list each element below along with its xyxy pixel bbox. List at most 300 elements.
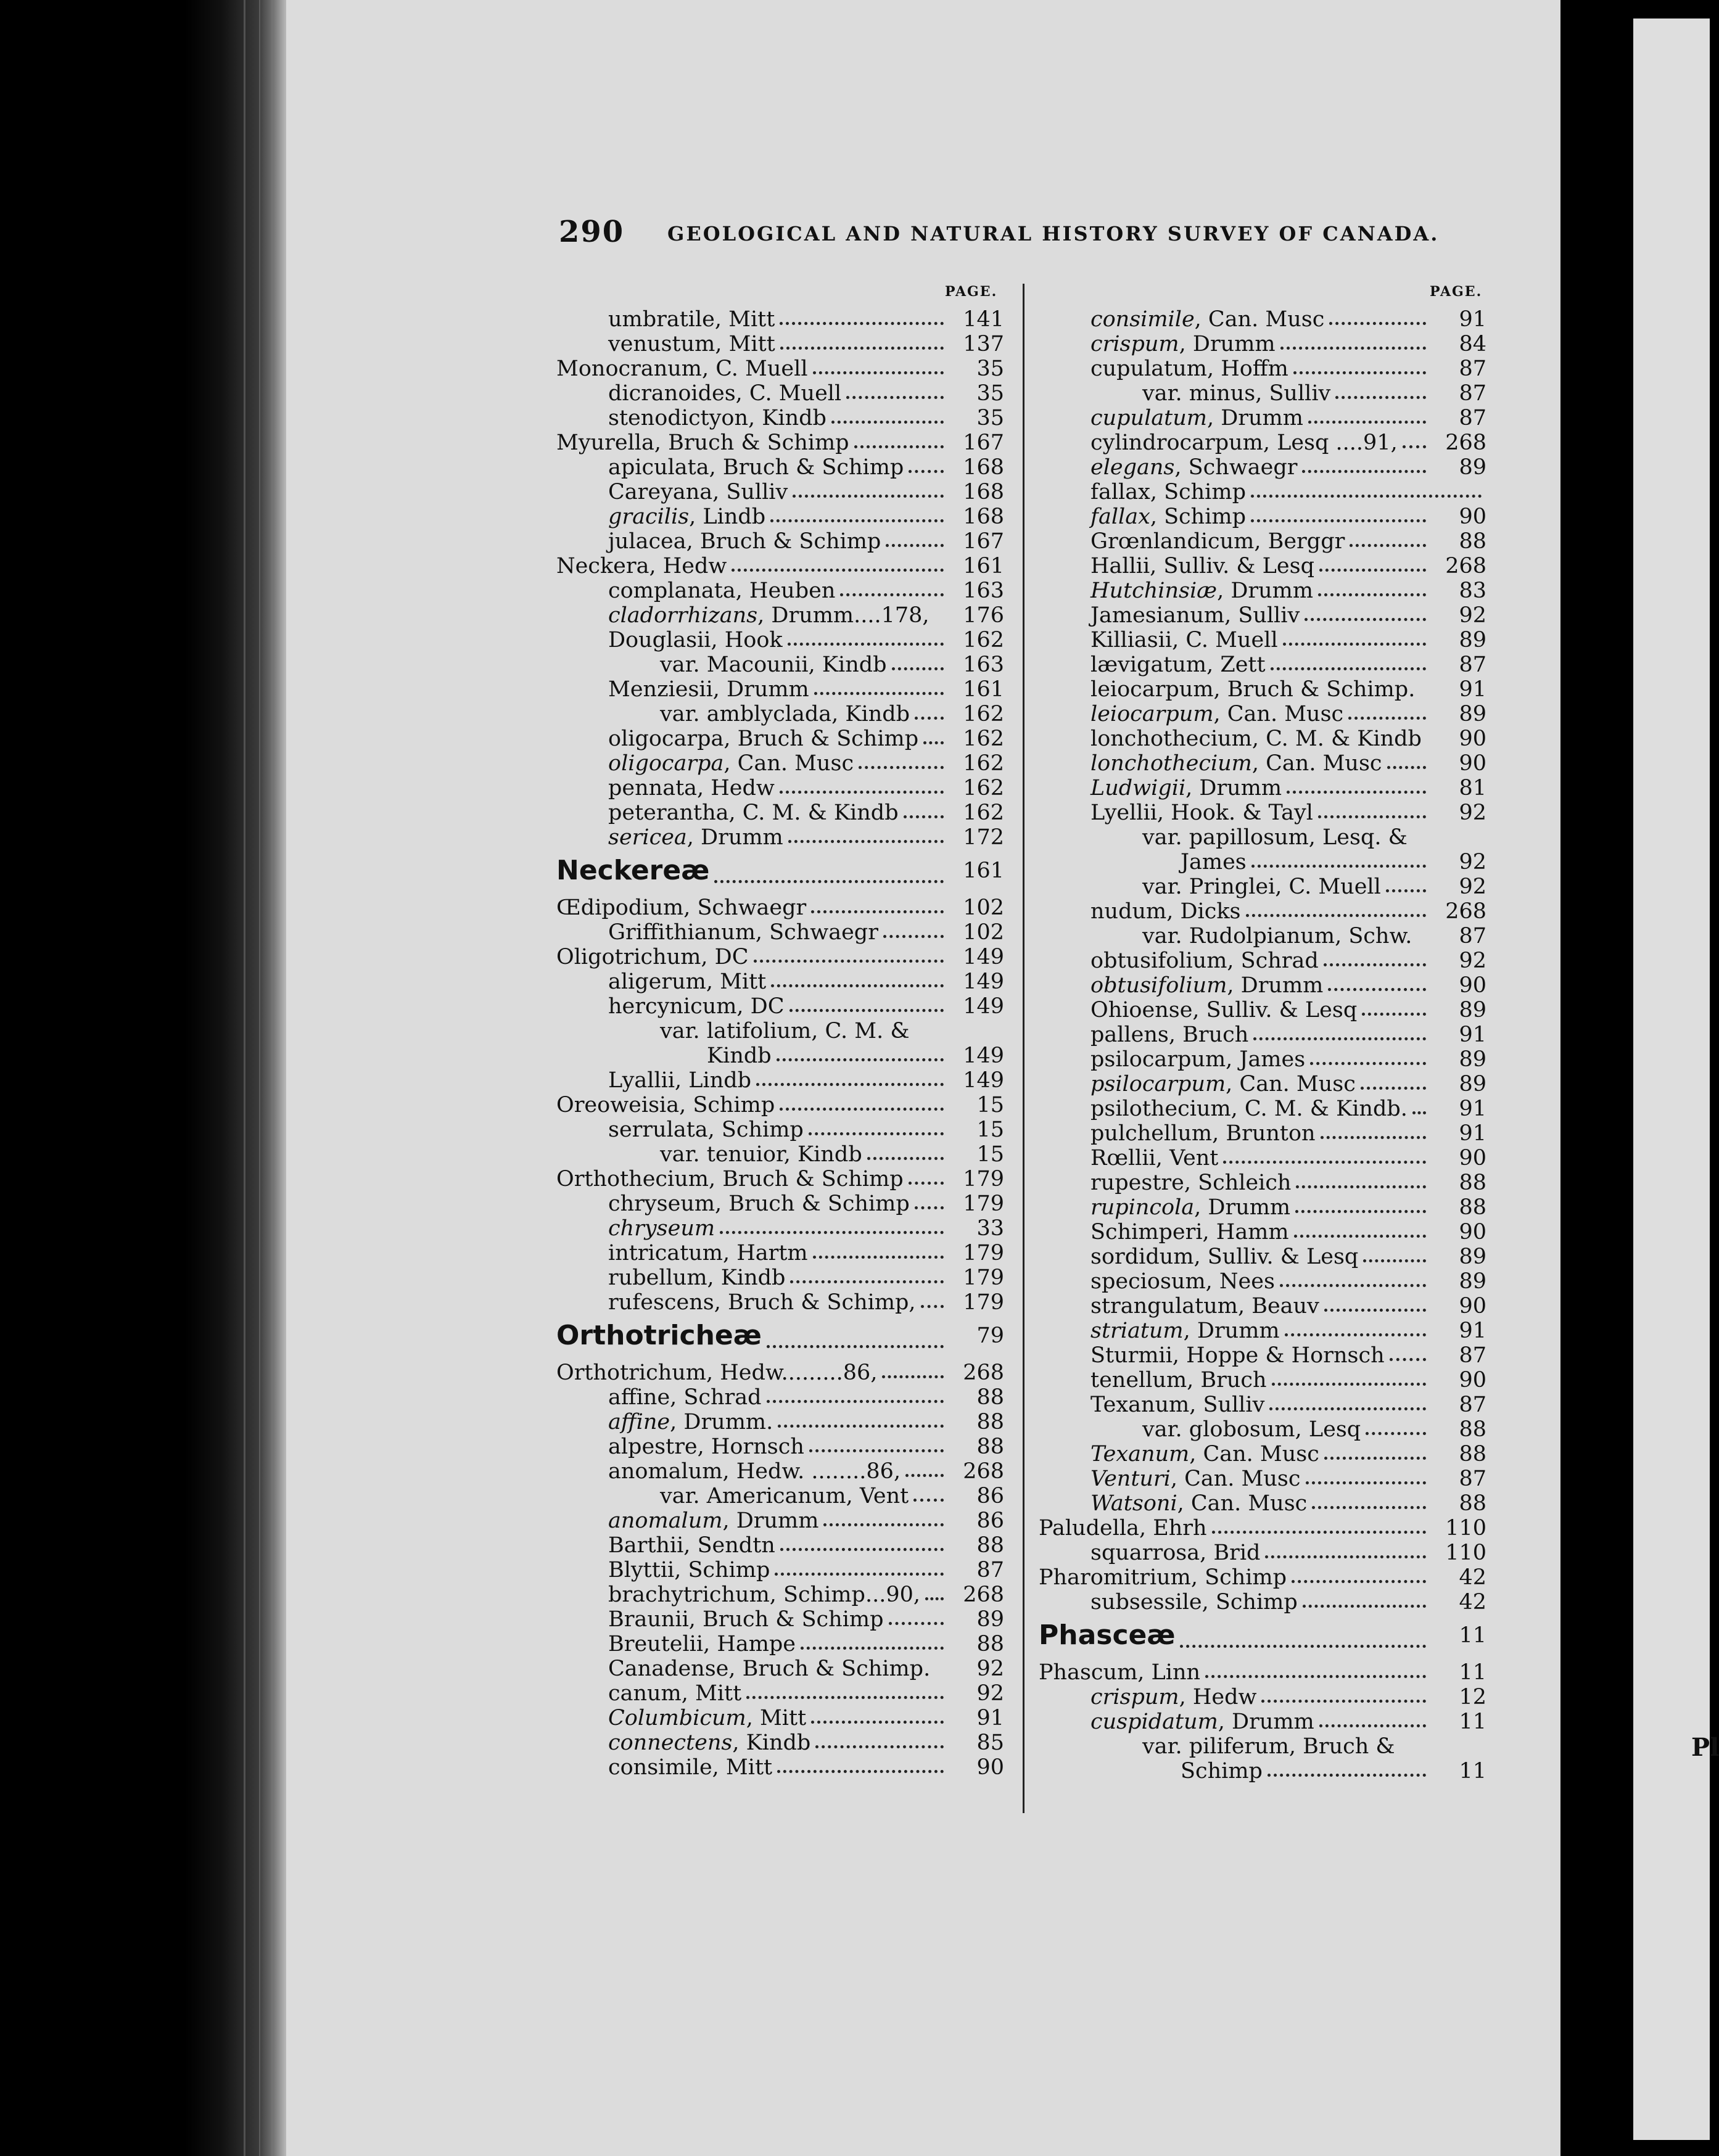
index-entry <box>556 825 1004 850</box>
dot-leader <box>1361 1087 1426 1090</box>
index-entry <box>556 628 1004 652</box>
index-entry-page: 137 <box>963 332 1004 356</box>
index-entry <box>556 480 1004 504</box>
index-entry-name: gracilis, Lindb <box>608 504 766 529</box>
index-entry-page: 172 <box>963 825 1004 850</box>
index-entry <box>556 1681 1004 1706</box>
index-entry <box>1039 874 1486 899</box>
index-entry-name: consimile, Mitt <box>608 1755 773 1780</box>
index-entry-page: 92 <box>1459 874 1486 899</box>
dot-leader <box>811 910 944 913</box>
index-entry-name: elegans, Schwaegr <box>1090 455 1298 480</box>
index-entry-page: 89 <box>976 1607 1004 1632</box>
dot-leader <box>1403 445 1426 448</box>
index-entry-page: 268 <box>963 1582 1004 1607</box>
index-entry-page: 90 <box>1459 726 1486 751</box>
dot-leader <box>1180 1645 1426 1648</box>
index-entry <box>556 677 1004 702</box>
index-column-left <box>556 307 1004 1780</box>
index-entry-name: crispum, Hedw <box>1090 1685 1257 1710</box>
dot-leader <box>789 1009 944 1012</box>
index-entry-name: var. minus, Sulliv <box>1142 381 1331 406</box>
index-entry-page: 102 <box>963 895 1004 920</box>
index-entry-name: Griffithianum, Schwaegr <box>608 920 878 945</box>
index-entry-page: 162 <box>963 628 1004 652</box>
index-entry-page: 88 <box>976 1385 1004 1410</box>
index-entry-name: Oreoweisia, Schimp <box>556 1093 775 1117</box>
index-entry-name: venustum, Mitt <box>608 332 775 356</box>
index-entry-page: 87 <box>976 1558 1004 1582</box>
dot-leader <box>1348 717 1426 720</box>
index-entry-page: 149 <box>963 1043 1004 1068</box>
index-entry-page: 88 <box>1459 1171 1486 1195</box>
index-entry <box>556 800 1004 825</box>
index-entry-page: 88 <box>976 1434 1004 1459</box>
dot-leader <box>1390 1358 1426 1361</box>
dot-leader <box>1268 1774 1426 1777</box>
index-entry-page: 12 <box>1459 1685 1486 1710</box>
index-entry-name: var. tenuior, Kindb <box>660 1142 862 1167</box>
index-entry-page: 162 <box>963 800 1004 825</box>
index-entry-name: Jamesianum, Sulliv <box>1090 603 1300 628</box>
index-entry-name: Killiasii, C. Muell <box>1090 628 1278 652</box>
dot-leader <box>780 1108 944 1111</box>
index-entry-name: Canadense, Bruch & Schimp. <box>608 1656 931 1681</box>
next-page-edge <box>1633 19 1710 2140</box>
index-entry <box>1039 1710 1486 1734</box>
dot-leader <box>859 766 944 769</box>
index-entry-page: 11 <box>1459 1759 1486 1784</box>
index-entry <box>1039 1417 1486 1442</box>
index-entry-page: 179 <box>963 1241 1004 1265</box>
index-entry-name: Careyana, Sulliv <box>608 480 788 504</box>
index-entry <box>556 1385 1004 1410</box>
dot-leader <box>1294 1235 1426 1238</box>
dot-leader <box>823 1523 944 1526</box>
index-entry-name: Phascum, Linn <box>1039 1660 1201 1685</box>
dot-leader <box>1285 1333 1426 1336</box>
index-entry <box>1039 1220 1486 1245</box>
dot-leader <box>915 717 944 720</box>
index-entry-name: pulchellum, Brunton <box>1090 1121 1316 1146</box>
index-entry <box>556 1167 1004 1191</box>
index-entry-name: affine, Schrad <box>608 1385 762 1410</box>
index-entry-page: 87 <box>1459 1467 1486 1491</box>
dot-leader <box>788 643 944 646</box>
dot-leader <box>1329 322 1426 325</box>
dot-leader <box>1319 569 1426 572</box>
dot-leader <box>892 667 944 670</box>
index-entry-name: affine, Drumm. <box>608 1410 773 1434</box>
index-entry-page: 179 <box>963 1191 1004 1216</box>
index-entry <box>556 1191 1004 1216</box>
index-entry-page: 88 <box>976 1410 1004 1434</box>
index-entry <box>1039 948 1486 973</box>
index-entry-page: 42 <box>1459 1590 1486 1615</box>
dot-leader <box>1319 1724 1426 1727</box>
index-entry-page: 87 <box>1459 1393 1486 1417</box>
index-entry-name: Watsoni, Can. Musc <box>1090 1491 1308 1516</box>
index-entry-page: 161 <box>963 554 1004 578</box>
index-entry-name: apiculata, Bruch & Schimp <box>608 455 904 480</box>
index-column-right <box>1039 307 1486 1784</box>
dot-leader <box>775 1573 944 1576</box>
index-entry-page: 92 <box>1459 850 1486 874</box>
dot-leader <box>809 1449 944 1452</box>
index-entry-page: 163 <box>963 652 1004 677</box>
index-entry-page: 35 <box>976 356 1004 381</box>
index-entry <box>556 1632 1004 1656</box>
dot-leader <box>1328 988 1426 991</box>
index-entry-name: obtusifolium, Schrad <box>1090 948 1319 973</box>
index-entry-name: var. Macounii, Kindb <box>660 652 887 677</box>
dot-leader <box>1271 667 1426 670</box>
index-entry-name: lonchothecium, Can. Musc <box>1090 751 1382 776</box>
index-entry-page: 92 <box>1459 603 1486 628</box>
index-entry <box>1039 381 1486 406</box>
index-entry-name: Orthothecium, Bruch & Schimp <box>556 1167 904 1191</box>
index-entry-page: 85 <box>976 1730 1004 1755</box>
index-entry-name: leiocarpum, Bruch & Schimp. <box>1090 677 1416 702</box>
index-entry <box>1039 1121 1486 1146</box>
index-entry-page: 15 <box>976 1093 1004 1117</box>
index-entry <box>1039 578 1486 603</box>
dot-leader <box>754 960 944 963</box>
index-entry-page: 89 <box>1459 1269 1486 1294</box>
index-entry-page: 91 <box>1459 677 1486 702</box>
index-entry-name: tenellum, Bruch <box>1090 1368 1267 1393</box>
index-entry-name: obtusifolium, Drumm <box>1090 973 1324 998</box>
index-entry-name: brachytrichum, Schimp...90, <box>608 1582 920 1607</box>
index-entry-page: 90 <box>1459 1220 1486 1245</box>
index-entry <box>556 726 1004 751</box>
index-entry-name: Barthii, Sendtn <box>608 1533 775 1558</box>
index-entry-name: var. latifolium, C. M. & <box>660 1019 910 1043</box>
index-entry-page: 268 <box>1445 430 1486 455</box>
index-entry-name: psilocarpum, Can. Musc <box>1090 1072 1356 1097</box>
index-entry-name: Lyallii, Lindb <box>608 1068 752 1093</box>
index-entry <box>556 652 1004 677</box>
index-entry <box>1039 702 1486 726</box>
dot-leader <box>1350 544 1426 547</box>
index-entry-page: 179 <box>963 1265 1004 1290</box>
dot-leader <box>801 1647 944 1650</box>
dot-leader <box>780 347 944 350</box>
index-entry-name: var. globosum, Lesq <box>1142 1417 1361 1442</box>
index-entry-name: Monocranum, C. Muell <box>556 356 808 381</box>
dot-leader <box>846 396 944 399</box>
index-entry-name: intricatum, Hartm <box>608 1241 808 1265</box>
index-entry-page: 88 <box>1459 1195 1486 1220</box>
index-entry-name: Œdipodium, Schwaegr <box>556 895 807 920</box>
index-entry <box>556 1755 1004 1780</box>
index-entry-name: oligocarpa, Can. Musc <box>608 751 854 776</box>
index-entry-name: hercynicum, DC <box>608 994 785 1019</box>
index-entry-name: serrulata, Schimp <box>608 1117 804 1142</box>
dot-leader <box>809 1132 944 1135</box>
dot-leader <box>1308 421 1426 424</box>
index-entry <box>556 356 1004 381</box>
index-entry-name: Neckera, Hedw <box>556 554 727 578</box>
index-entry-name: rubellum, Kindb <box>608 1265 786 1290</box>
dot-leader <box>831 421 944 424</box>
index-entry-page: 162 <box>963 776 1004 800</box>
index-entry-page: 89 <box>1459 998 1486 1022</box>
index-entry <box>556 1434 1004 1459</box>
index-entry <box>556 406 1004 430</box>
dot-leader <box>815 1745 944 1748</box>
index-entry-name: cupulatum, Drumm <box>1090 406 1303 430</box>
index-entry-name: fallax, Schimp <box>1090 504 1246 529</box>
index-entry <box>556 1706 1004 1730</box>
index-entry-page: 11 <box>1459 1660 1486 1685</box>
index-entry-name: Schimp <box>1181 1759 1263 1784</box>
index-entry-name: oligocarpa, Bruch & Schimp <box>608 726 919 751</box>
dot-leader <box>1269 1407 1426 1410</box>
index-entry <box>1039 1294 1486 1319</box>
dot-leader <box>1251 519 1426 522</box>
index-entry-page: 90 <box>1459 1146 1486 1171</box>
index-entry <box>1039 1072 1486 1097</box>
index-entry-page: 89 <box>1459 1245 1486 1269</box>
index-entry-name: cladorrhizans, Drumm....178, <box>608 603 930 628</box>
index-entry <box>556 1607 1004 1632</box>
index-entry <box>556 920 1004 945</box>
index-entry-page: 268 <box>963 1360 1004 1385</box>
dot-leader <box>1366 1432 1426 1435</box>
dot-leader <box>1280 1284 1426 1287</box>
dot-leader <box>904 815 944 818</box>
index-entry <box>556 1241 1004 1265</box>
index-entry-page: 92 <box>976 1681 1004 1706</box>
index-entry-name: chryseum <box>608 1216 715 1241</box>
index-entry <box>1039 1097 1486 1121</box>
dot-leader <box>1280 347 1426 350</box>
index-entry-page: 90 <box>1459 1294 1486 1319</box>
index-entry-page: 167 <box>963 430 1004 455</box>
index-entry <box>1039 899 1486 924</box>
index-entry-name: Douglasii, Hook <box>608 628 783 652</box>
index-entry <box>1039 430 1486 455</box>
index-entry-name: Ohioense, Sulliv. & Lesq <box>1090 998 1358 1022</box>
dot-leader <box>886 544 944 547</box>
index-entry-name: Neckereæ <box>556 855 710 886</box>
dot-leader <box>1324 963 1426 966</box>
dot-leader <box>777 1058 944 1061</box>
index-entry-page: 88 <box>976 1533 1004 1558</box>
index-entry-page: 167 <box>963 529 1004 554</box>
index-entry-name: consimile, Can. Musc <box>1090 307 1325 332</box>
index-entry <box>1039 1393 1486 1417</box>
index-entry-page: 90 <box>1459 973 1486 998</box>
dot-leader <box>1295 1210 1426 1213</box>
index-entry <box>1039 554 1486 578</box>
column-divider <box>1023 284 1024 1813</box>
index-entry <box>556 1582 1004 1607</box>
index-entry-page: 89 <box>1459 1047 1486 1072</box>
index-entry <box>1039 1491 1486 1516</box>
index-entry-name: complanata, Heuben <box>608 578 836 603</box>
index-entry <box>556 529 1004 554</box>
index-entry-page: 168 <box>963 455 1004 480</box>
index-entry <box>1039 1245 1486 1269</box>
index-entry-name: fallax, Schimp <box>1090 480 1246 504</box>
index-entry-page: 83 <box>1459 578 1486 603</box>
dot-leader <box>921 1305 944 1308</box>
index-entry-name: strangulatum, Beauv <box>1090 1294 1319 1319</box>
index-entry-name: alpestre, Hornsch <box>608 1434 804 1459</box>
index-entry-page: 91 <box>1459 1022 1486 1047</box>
index-entry-name: Grœnlandicum, Berggr <box>1090 529 1345 554</box>
index-entry-page: 88 <box>1459 1417 1486 1442</box>
index-entry <box>556 307 1004 332</box>
index-entry-page: 88 <box>1459 1491 1486 1516</box>
index-entry-page: 15 <box>976 1117 1004 1142</box>
index-entry-page: 91 <box>1459 1097 1486 1121</box>
dot-leader <box>1265 1555 1426 1558</box>
index-entry <box>1039 1022 1486 1047</box>
index-entry-page: 87 <box>1459 381 1486 406</box>
dot-leader <box>1310 1062 1426 1065</box>
index-entry <box>1039 1368 1486 1393</box>
index-entry-page: 268 <box>1445 554 1486 578</box>
index-entry <box>556 1216 1004 1241</box>
index-entry-page: 268 <box>963 1459 1004 1484</box>
index-entry-page: 89 <box>1459 628 1486 652</box>
index-entry-name: Ludwigii, Drumm <box>1090 776 1282 800</box>
index-entry-page: 87 <box>1459 356 1486 381</box>
page-column-label-left: PAGE. <box>945 284 998 300</box>
index-entry-page: 88 <box>1459 1442 1486 1467</box>
dot-leader <box>780 791 944 794</box>
index-entry-page: 87 <box>1459 924 1486 948</box>
index-entry-name: dicranoides, C. Muell <box>608 381 842 406</box>
dot-leader <box>1253 1037 1426 1040</box>
index-entry <box>1039 776 1486 800</box>
dot-leader <box>1223 1161 1426 1164</box>
index-entry-name: cupulatum, Hoffm <box>1090 356 1288 381</box>
dot-leader <box>883 935 944 938</box>
dot-leader <box>1321 1136 1426 1139</box>
index-entry-page: 87 <box>1459 406 1486 430</box>
index-entry-name: psilothecium, C. M. & Kindb. <box>1090 1097 1408 1121</box>
index-entry <box>1039 504 1486 529</box>
dot-leader <box>1212 1531 1426 1534</box>
index-entry-page: 89 <box>1459 1072 1486 1097</box>
dot-leader <box>814 692 944 695</box>
index-entry-page: 179 <box>963 1167 1004 1191</box>
index-section-heading <box>556 850 1004 895</box>
index-entry <box>556 1117 1004 1142</box>
index-section-heading <box>1039 1615 1486 1660</box>
dot-leader <box>780 1548 944 1551</box>
index-entry <box>1039 1269 1486 1294</box>
index-entry <box>556 751 1004 776</box>
index-entry-page: 179 <box>963 1290 1004 1315</box>
index-entry-name: canum, Mitt <box>608 1681 742 1706</box>
index-entry-page: 91 <box>1459 1319 1486 1343</box>
index-entry-page: 268 <box>1445 899 1486 924</box>
index-entry <box>556 1068 1004 1093</box>
index-entry-page: 163 <box>963 578 1004 603</box>
index-entry <box>1039 332 1486 356</box>
index-entry-name: Sturmii, Hoppe & Hornsch <box>1090 1343 1385 1368</box>
index-entry-name: Braunii, Bruch & Schimp <box>608 1607 884 1632</box>
index-entry-name: Menziesii, Drumm <box>608 677 809 702</box>
index-entry-name: crispum, Drumm <box>1090 332 1276 356</box>
index-entry <box>1039 1171 1486 1195</box>
index-entry <box>1039 1195 1486 1220</box>
index-entry-name: Breutelii, Hampe <box>608 1632 796 1656</box>
dot-leader <box>1293 371 1426 374</box>
dot-leader <box>1302 470 1426 473</box>
index-entry-page: 149 <box>963 1068 1004 1093</box>
index-entry-name: striatum, Drumm <box>1090 1319 1280 1343</box>
index-entry <box>1039 751 1486 776</box>
index-entry <box>1039 1590 1486 1615</box>
dot-leader <box>1272 1383 1426 1386</box>
dot-leader <box>1318 815 1426 818</box>
dot-leader <box>1287 791 1426 794</box>
index-entry-page: 35 <box>976 406 1004 430</box>
dot-leader <box>788 840 944 843</box>
index-entry-name: sericea, Drumm <box>608 825 783 850</box>
dot-leader <box>909 470 944 473</box>
dot-leader <box>1306 1481 1426 1484</box>
index-entry <box>556 554 1004 578</box>
dot-leader <box>756 1083 944 1086</box>
index-entry-name: speciosum, Nees <box>1090 1269 1275 1294</box>
index-entry <box>1039 1319 1486 1343</box>
index-entry-name: var. piliferum, Bruch & <box>1142 1734 1395 1759</box>
dot-leader <box>925 1597 944 1600</box>
index-entry-page: 35 <box>976 381 1004 406</box>
index-entry-page: 110 <box>1445 1541 1486 1565</box>
index-entry-name: nudum, Dicks <box>1090 899 1241 924</box>
index-entry-page: 162 <box>963 726 1004 751</box>
dot-leader <box>1312 1506 1426 1509</box>
running-title: GEOLOGICAL AND NATURAL HISTORY SURVEY OF CANADA. <box>667 222 1440 245</box>
dot-leader <box>1296 1185 1426 1188</box>
index-entry-page: 91 <box>1459 307 1486 332</box>
index-entry-page: 11 <box>1459 1710 1486 1734</box>
index-entry-name: Hutchinsiæ, Drumm <box>1090 578 1314 603</box>
index-entry <box>1039 1541 1486 1565</box>
index-entry-name: Myurella, Bruch & Schimp <box>556 430 849 455</box>
index-entry <box>556 1290 1004 1315</box>
dot-leader <box>1324 1309 1426 1312</box>
index-entry-name: var. papillosum, Lesq. & <box>1142 825 1408 850</box>
index-entry-name: pennata, Hedw <box>608 776 775 800</box>
index-entry <box>1039 1565 1486 1590</box>
index-entry-page: 91 <box>976 1706 1004 1730</box>
index-entry-name: Texanum, Sulliv <box>1090 1393 1265 1417</box>
index-entry <box>1039 1442 1486 1467</box>
index-entry <box>1039 1759 1486 1784</box>
index-entry-page: 89 <box>1459 702 1486 726</box>
index-entry-page: 86 <box>976 1508 1004 1533</box>
index-entry-page: 89 <box>1459 455 1486 480</box>
dot-leader <box>1387 766 1426 769</box>
dot-leader <box>915 1206 944 1209</box>
index-entry <box>556 603 1004 628</box>
index-entry-name: subsessile, Schimp <box>1090 1590 1298 1615</box>
index-entry-page: 162 <box>963 702 1004 726</box>
index-entry-page: 33 <box>976 1216 1004 1241</box>
index-entry <box>1039 1146 1486 1171</box>
index-entry-name: Columbicum, Mitt <box>608 1706 807 1730</box>
index-entry-page: 176 <box>963 603 1004 628</box>
